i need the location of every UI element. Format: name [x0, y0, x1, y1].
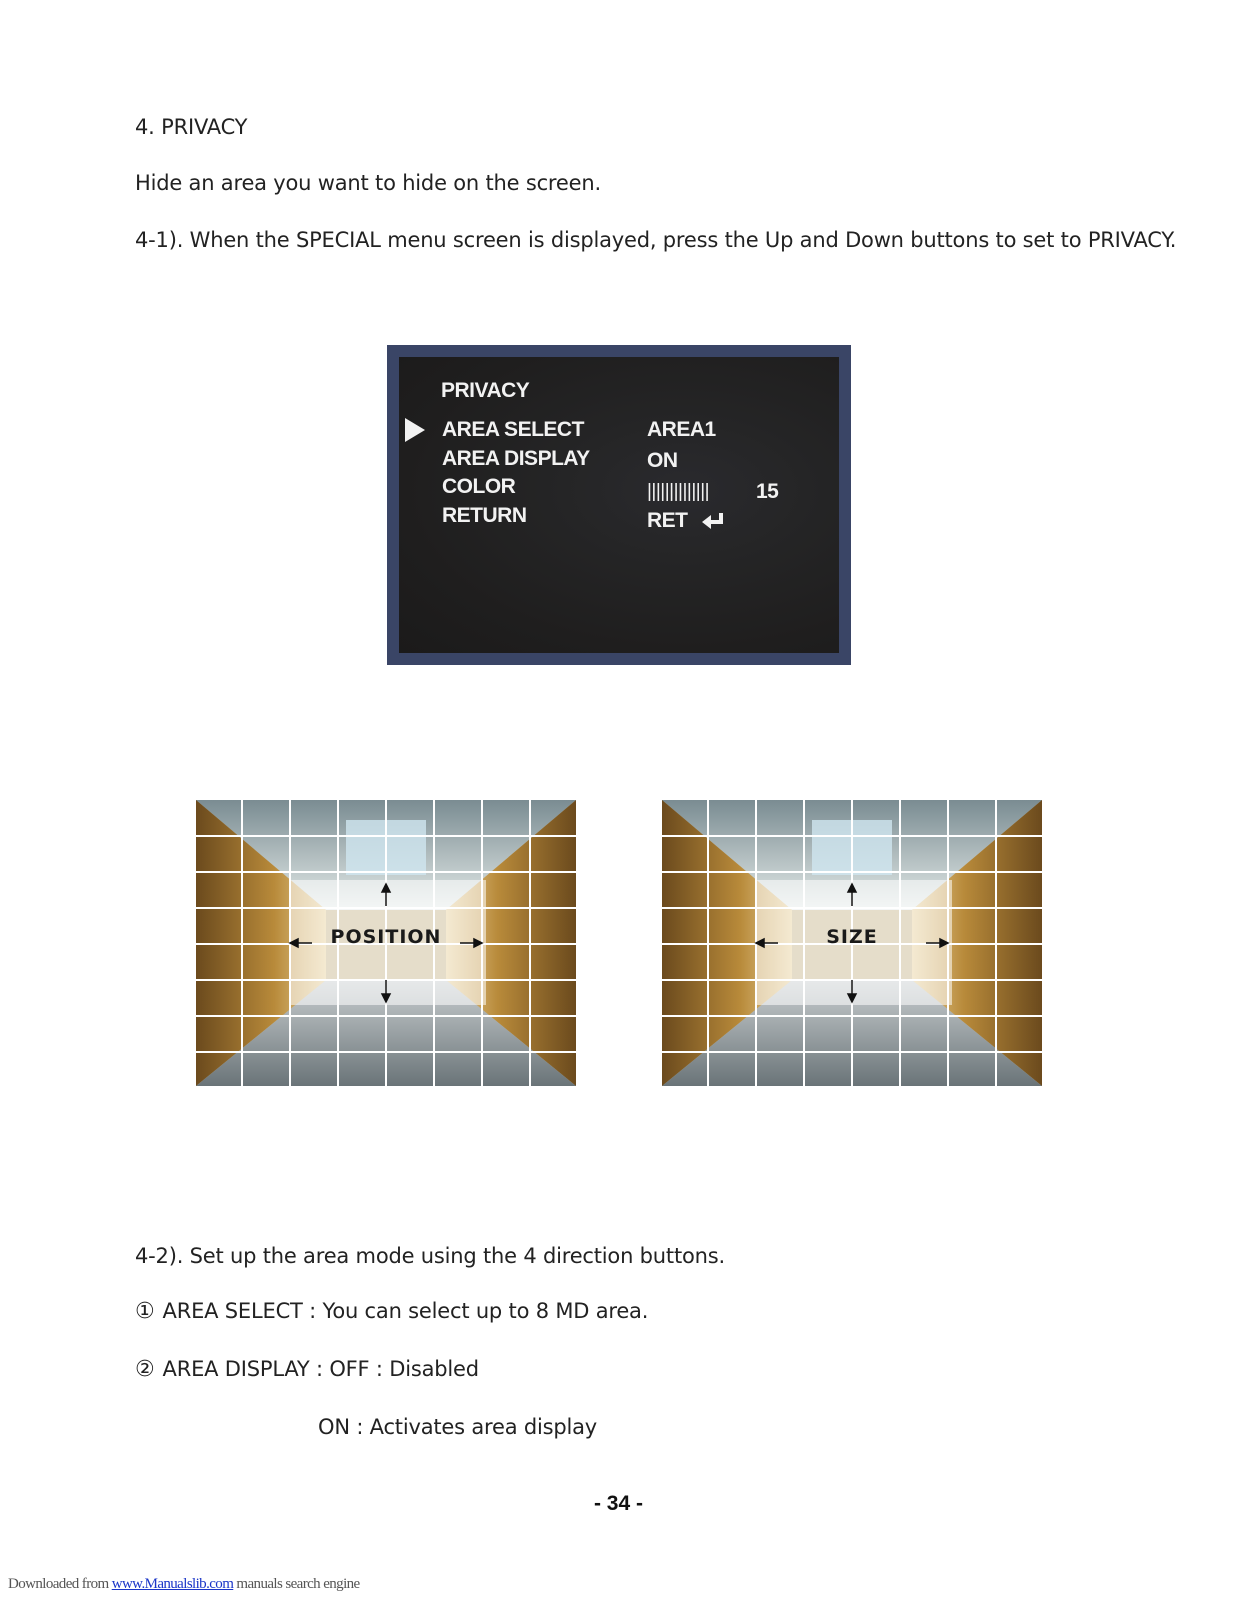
osd-value-return	[647, 509, 727, 533]
list-marker-1: ①	[135, 1299, 155, 1324]
step-2-text: 4-2). Set up the area mode using the 4 direction buttons.	[135, 1244, 725, 1268]
list-continuation-text: ON : Activates area display	[318, 1415, 598, 1439]
color-level-bars: ||||||||||||||	[647, 481, 710, 502]
footer-suffix: manuals search engine	[233, 1576, 360, 1592]
osd-item-color[interactable]: COLOR	[442, 475, 516, 498]
osd-item-area-display[interactable]: AREA DISPLAY	[442, 447, 590, 470]
section-heading: 4. PRIVACY	[135, 115, 248, 139]
list-text-1: AREA SELECT : You can select up to 8 MD area.	[162, 1299, 649, 1323]
osd-item-area-select[interactable]: AREA SELECT	[442, 418, 584, 441]
osd-value-color: 15	[756, 480, 779, 503]
intro-text: Hide an area you want to hide on the screen.	[135, 171, 601, 195]
footer-prefix: Downloaded from	[8, 1576, 112, 1592]
list-text-2: AREA DISPLAY : OFF : Disabled	[162, 1357, 479, 1381]
list-item-area-select	[135, 1298, 648, 1325]
size-label: SIZE	[826, 926, 878, 948]
osd-item-return[interactable]: RETURN	[442, 504, 527, 527]
osd-menu-frame	[387, 345, 851, 665]
osd-value-area-display: ON	[647, 449, 678, 472]
position-label: POSITION	[330, 926, 442, 948]
osd-value-area-select: AREA1	[647, 418, 716, 441]
manualslib-link[interactable]: www.Manualslib.com	[111, 1576, 234, 1592]
step-1-text: 4-1). When the SPECIAL menu screen is displayed, press the Up and Down buttons to set to PRIVACY.	[135, 228, 1177, 252]
enter-arrow-icon	[701, 511, 727, 531]
list-item-area-display	[135, 1356, 479, 1383]
figure-size	[662, 800, 1042, 1086]
menu-cursor-icon	[405, 418, 425, 442]
osd-menu-title: PRIVACY	[441, 379, 530, 402]
list-marker-2: ②	[135, 1357, 155, 1382]
osd-menu-screen	[399, 357, 839, 653]
figure-position	[196, 800, 576, 1086]
ret-label: RET	[647, 509, 688, 532]
page-number: - 34 -	[593, 1492, 643, 1515]
footer	[8, 1576, 360, 1593]
